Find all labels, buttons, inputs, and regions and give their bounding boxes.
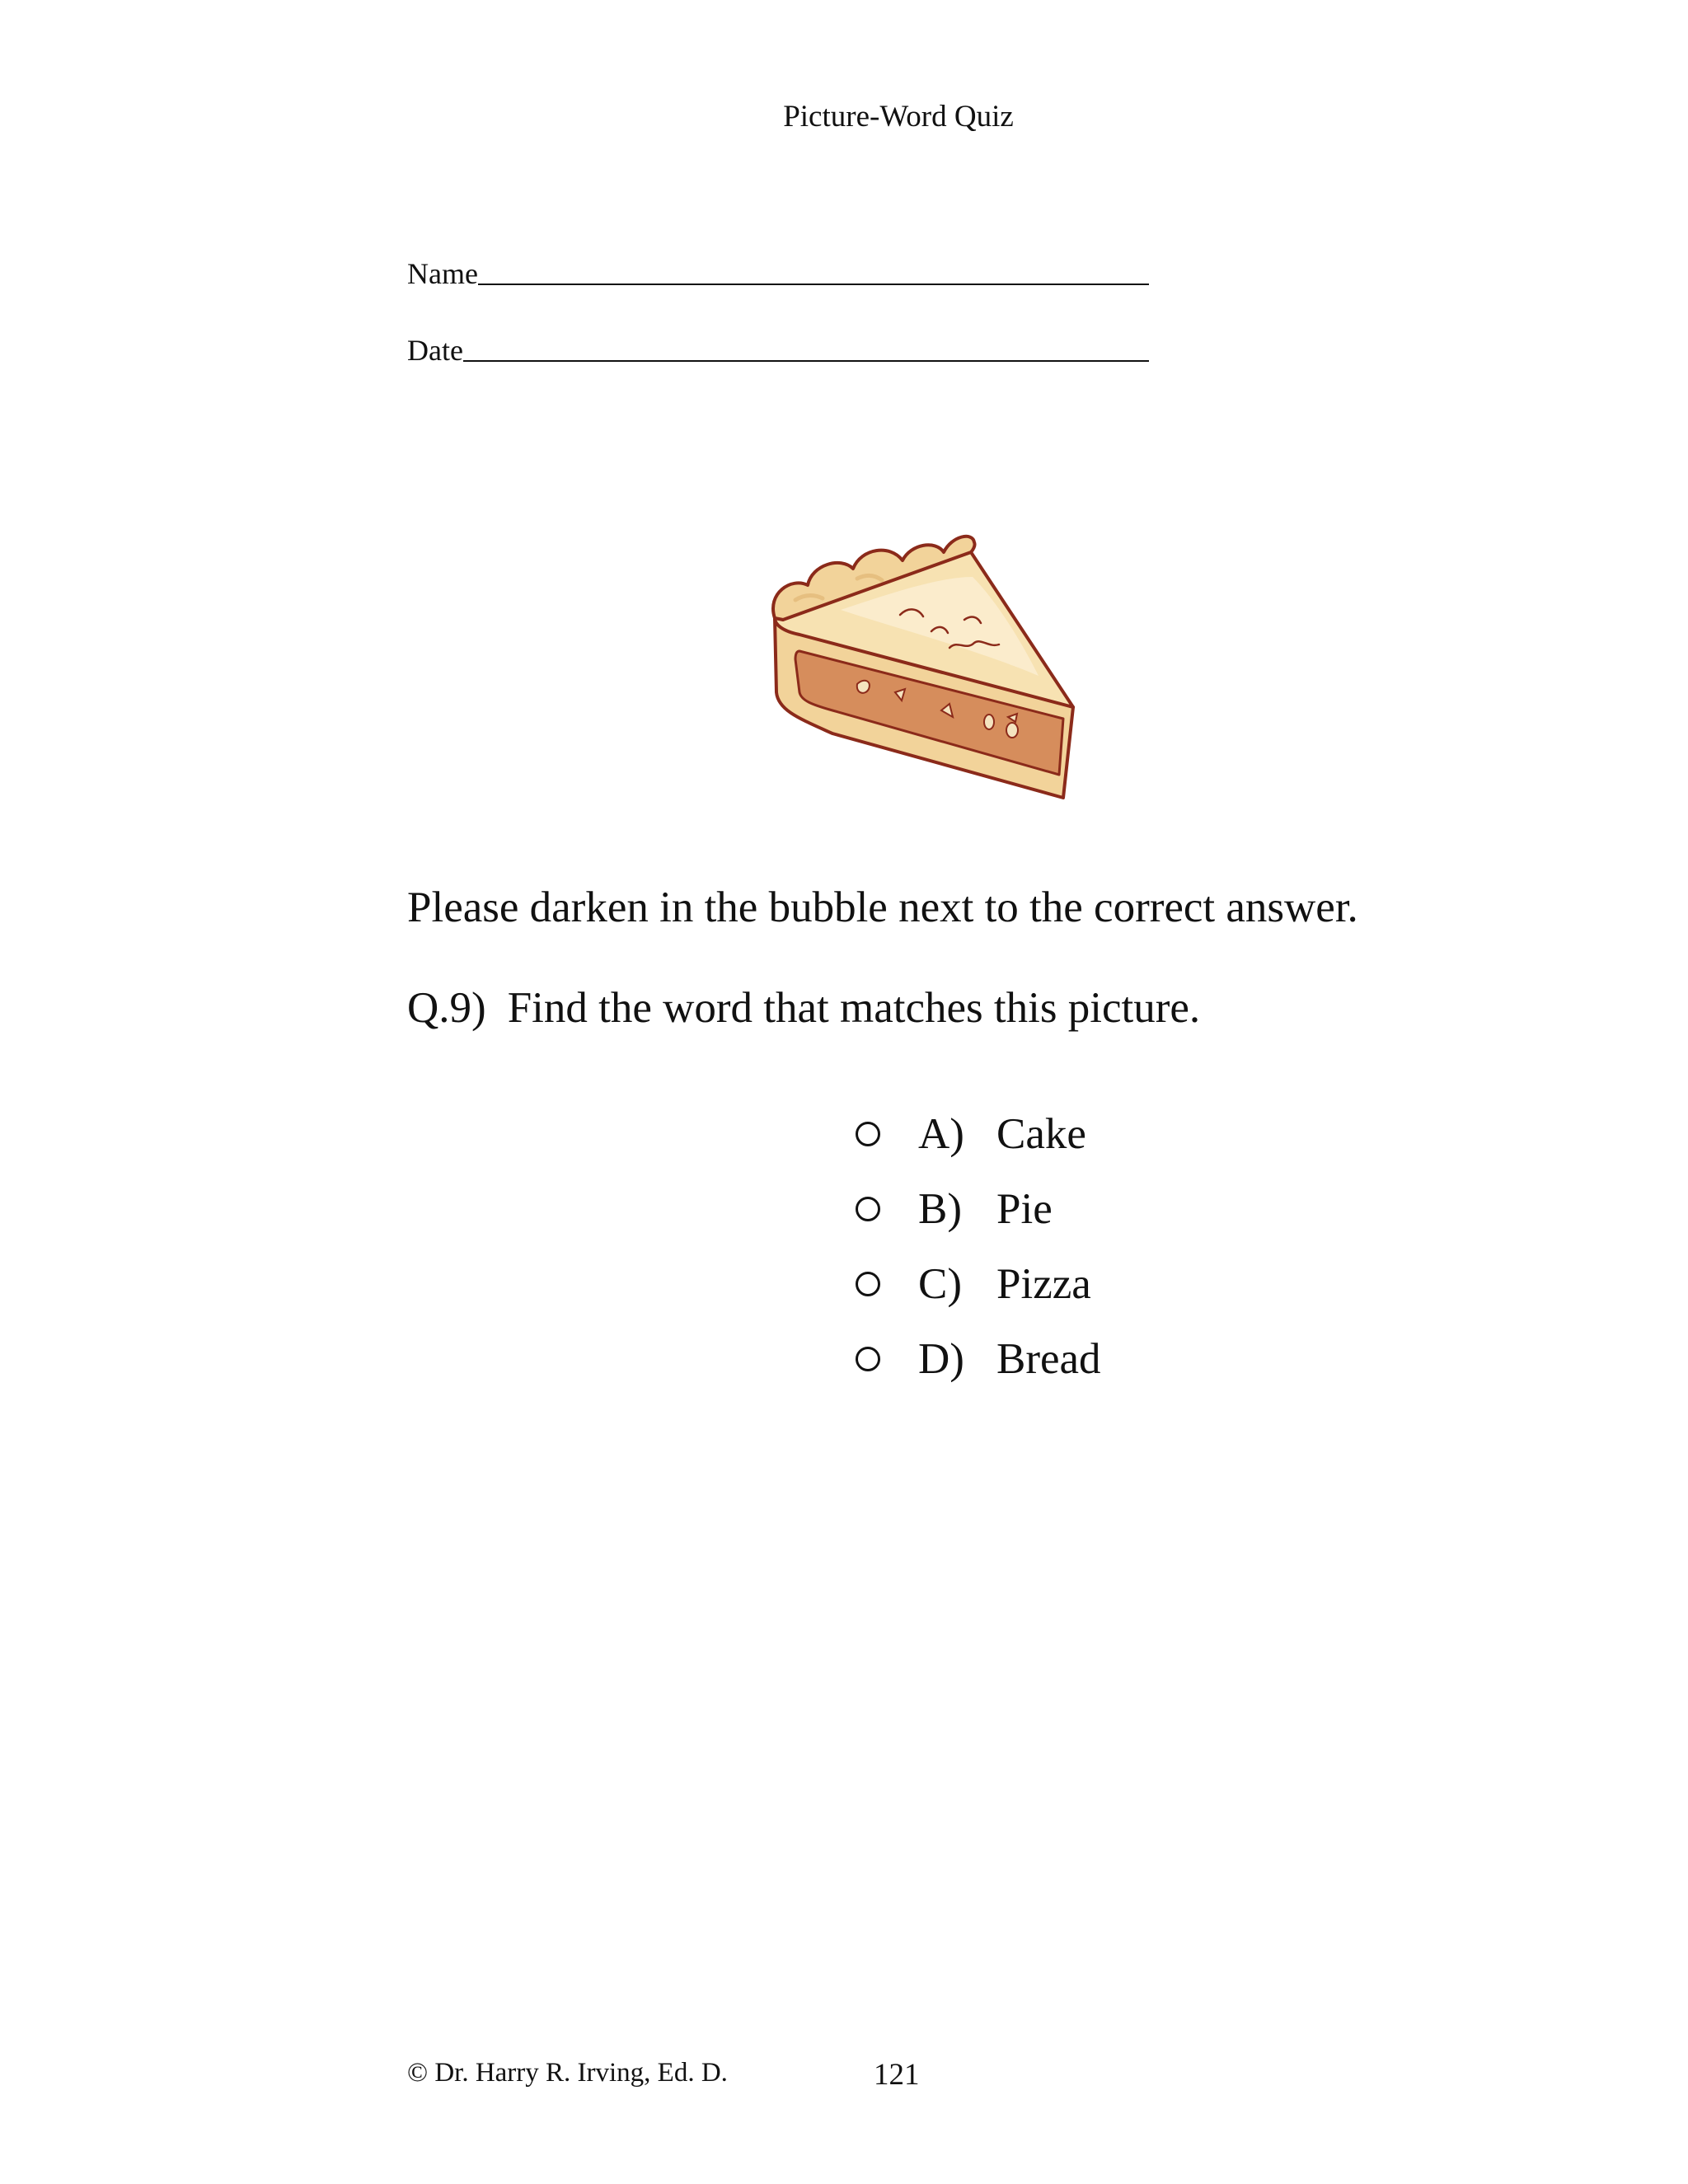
option-label: Pie bbox=[996, 1184, 1053, 1233]
name-field[interactable] bbox=[407, 249, 1149, 290]
option-c[interactable] bbox=[856, 1246, 1268, 1321]
page-header-title: Picture-Word Quiz bbox=[783, 100, 1014, 134]
option-a[interactable] bbox=[856, 1096, 1268, 1171]
instruction-text: Please darken in the bubble next to the correct answer. bbox=[407, 883, 1358, 931]
answer-bubble-a[interactable] bbox=[856, 1122, 880, 1146]
option-b[interactable] bbox=[856, 1171, 1268, 1246]
answer-bubble-b[interactable] bbox=[856, 1197, 880, 1221]
answer-bubble-c[interactable] bbox=[856, 1272, 880, 1296]
name-label: Name bbox=[407, 257, 478, 290]
option-letter: B) bbox=[918, 1184, 962, 1233]
option-label: Bread bbox=[996, 1334, 1101, 1383]
date-blank-line[interactable] bbox=[463, 330, 1149, 362]
option-letter: C) bbox=[918, 1259, 962, 1308]
date-label: Date bbox=[407, 334, 463, 367]
question-number: Q.9) bbox=[407, 984, 486, 1032]
answer-options bbox=[856, 1096, 1268, 1396]
option-letter: D) bbox=[918, 1334, 964, 1383]
answer-bubble-d[interactable] bbox=[856, 1347, 880, 1371]
question-text: Find the word that matches this picture. bbox=[507, 984, 1201, 1032]
date-field[interactable] bbox=[407, 326, 1149, 367]
page-number: 121 bbox=[874, 2058, 920, 2092]
copyright-text: © Dr. Harry R. Irving, Ed. D. bbox=[407, 2058, 728, 2088]
pie-slice-illustration bbox=[767, 527, 1080, 808]
option-letter: A) bbox=[918, 1109, 964, 1158]
option-d[interactable] bbox=[856, 1321, 1268, 1396]
option-label: Cake bbox=[996, 1109, 1086, 1158]
question bbox=[407, 981, 1200, 1035]
name-blank-line[interactable] bbox=[478, 254, 1149, 285]
option-label: Pizza bbox=[996, 1259, 1091, 1308]
